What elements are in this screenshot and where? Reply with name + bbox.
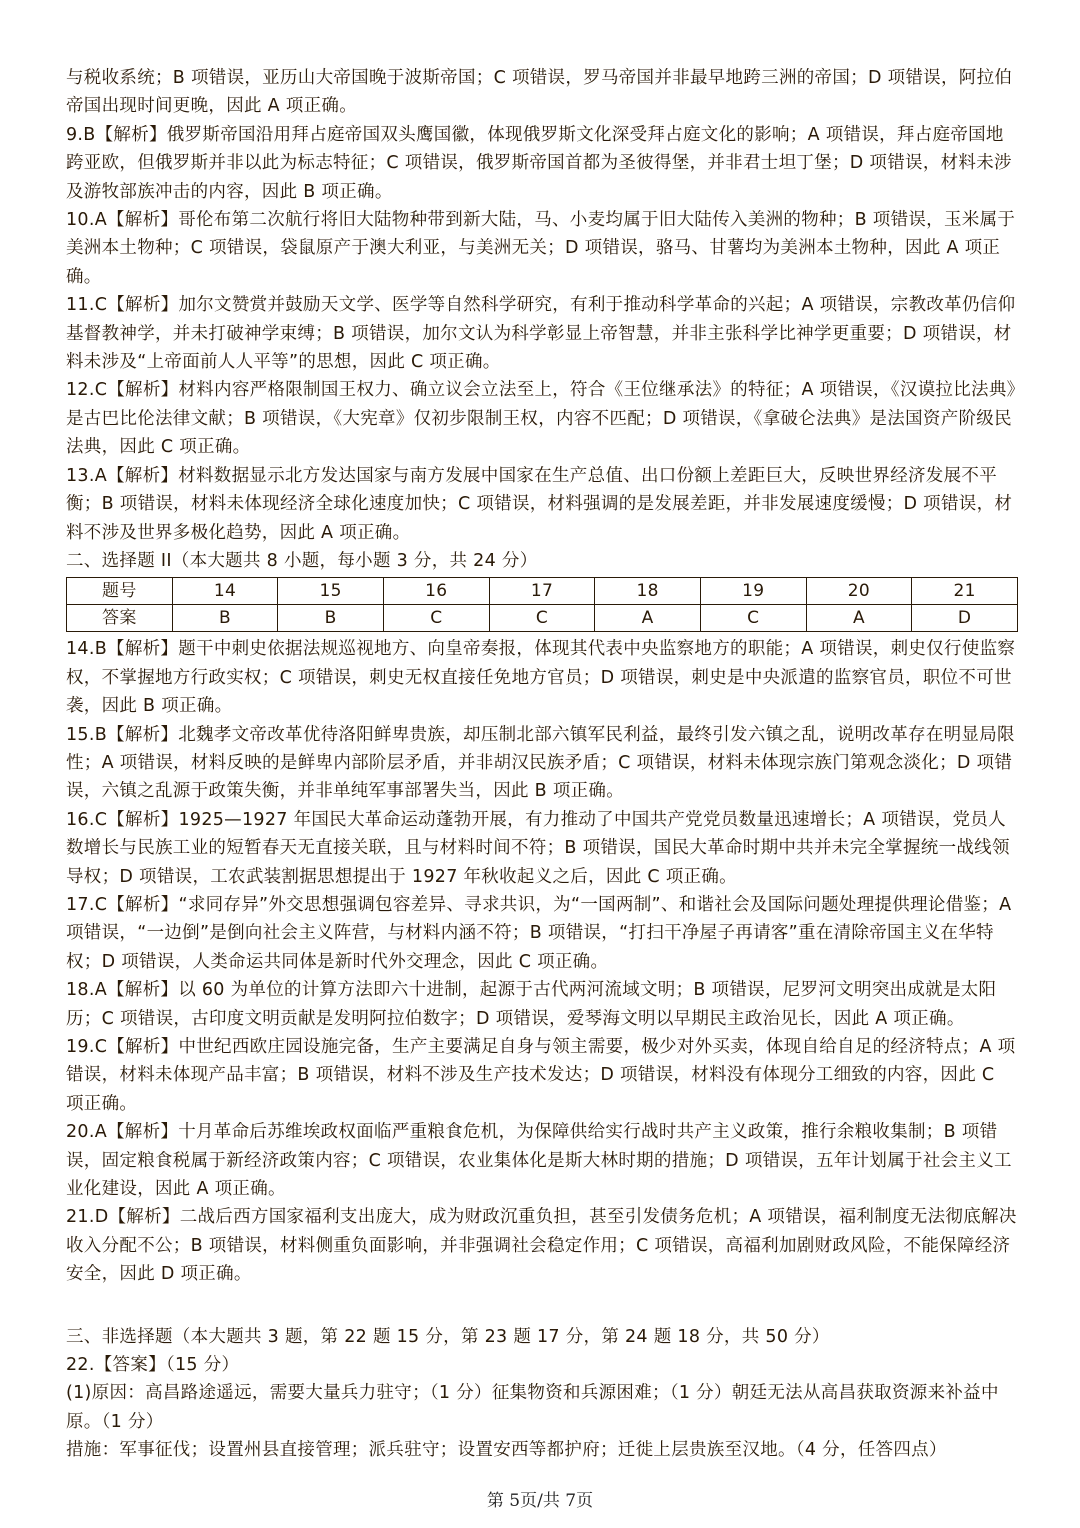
answer-cell: D [912, 605, 1018, 632]
question-number-cell: 14 [172, 578, 278, 605]
question-number-cell: 21 [912, 578, 1018, 605]
question-number-cell: 20 [806, 578, 912, 605]
page-footer: 第 5页/共 7页 [486, 1491, 594, 1511]
explanation-paragraph: 19.C【解析】中世纪西欧庄园设施完备，生产主要满足自身与领主需要，极少对外买卖，体现自给自足的经济特点；A 项错误，材料未体现产品丰富；B 项错误，材料不涉及生产技术发达；D 项错误，材料没有体现分工细致的内容，因此 C 项正确。 [66, 1037, 1016, 1114]
explanation-paragraph: 9.B【解析】俄罗斯帝国沿用拜占庭帝国双头鹰国徽，体现俄罗斯文化深受拜占庭文化的影响；A 项错误，拜占庭帝国地跨亚欧，但俄罗斯并非以此为标志特征；C 项错误，俄罗斯帝国首都为圣彼得堡，并非君士坦丁堡；D 项错误，材料未涉及游牧部族冲击的内容，因此 B 项正确。 [66, 124, 1012, 202]
document-body [66, 64, 1018, 1465]
answer-table [66, 577, 1018, 632]
answer-cell: C [700, 605, 806, 632]
answer-cell: B [172, 605, 278, 632]
section-2-title: 二、选择题 II（本大题共 8 小题，每小题 3 分，共 24 分） [66, 550, 538, 571]
explanation-paragraph: 10.A【解析】哥伦布第二次航行将旧大陆物种带到新大陆，马、小麦均属于旧大陆传入美洲的物种；B 项错误，玉米属于美洲本土物种；C 项错误，袋鼠原产于澳大利亚，与美洲无关；D 项错误，骆马、甘薯均为美洲本土物种，因此 A 项正确。 [66, 210, 1016, 287]
q22-answer-header: 22.【答案】（15 分） [66, 1355, 240, 1376]
answer-cell: A [595, 605, 701, 632]
explanation-paragraph: 15.B【解析】北魏孝文帝改革优待洛阳鲜卑贵族，却压制北部六镇军民利益，最终引发六镇之乱，说明改革存在明显局限性；A 项错误，材料反映的是鲜卑内部阶层矛盾，并非胡汉民族矛盾；C 项错误，材料未体现宗族门第观念淡化；D 项错误，六镇之乱源于政策失衡，并非单纯军事部署失当，因此 B 项正确。 [66, 724, 1015, 802]
explanation-paragraph: 21.D【解析】二战后西方国家福利支出庞大，成为财政沉重负担，甚至引发债务危机；A 项错误，福利制度无法彻底解决收入分配不公；B 项错误，材料侧重负面影响，并非强调社会稳定作用；C 项错误，高福利加剧财政风险，不能保障经济安全，因此 D 项正确。 [66, 1207, 1017, 1285]
question-number-cell: 18 [595, 578, 701, 605]
explanation-paragraph: 12.C【解析】材料内容严格限制国王权力、确立议会立法至上，符合《王位继承法》的特征；A 项错误，《汉谟拉比法典》是古巴比伦法律文献；B 项错误，《大宪章》仅初步限制王权，内容不匹配；D 项错误，《拿破仑法典》是法国资产阶级民法典，因此 C 项正确。 [66, 380, 1016, 458]
spacer [66, 1289, 1018, 1323]
question-number-cell: 16 [383, 578, 489, 605]
explanation-paragraph: 14.B【解析】题干中刺史依据法规巡视地方、向皇帝奏报，体现其代表中央监察地方的职能；A 项错误，刺史仅行使监察权，不掌握地方行政实权；C 项错误，刺史无权直接任免地方官员；D 项错误，刺史是中央派遣的监察官员，职位不可世袭，因此 B 项正确。 [66, 639, 1016, 717]
answer-table-number-row [67, 578, 1018, 605]
explanation-paragraph: 20.A【解析】十月革命后苏维埃政权面临严重粮食危机，为保障供给实行战时共产主义政策，推行余粮收集制；B 项错误，固定粮食税属于新经济政策内容；C 项错误，农业集体化是斯大林时期的措施；D 项错误，五年计划属于社会主义工业化建设，因此 A 项正确。 [66, 1122, 1012, 1200]
explanation-paragraph: 13.A【解析】材料数据显示北方发达国家与南方发展中国家在生产总值、出口份额上差距巨大，反映世界经济发展不平衡；B 项错误，材料未体现经济全球化速度加快；C 项错误，材料强调的是发展差距，并非发展速度缓慢；D 项错误，材料不涉及世界多极化趋势，因此 A 项正确。 [66, 465, 1013, 543]
q22-measures: 措施：军事征伐；设置州县直接管理；派兵驻守；设置安西等都护府；迁徙上层贵族至汉地。（4 分，任答四点） [66, 1440, 947, 1461]
section-3-title: 三、非选择题（本大题共 3 题，第 22 题 15 分，第 23 题 17 分，第 24 题 18 分，共 50 分） [66, 1326, 830, 1347]
explanations-part1 [66, 64, 1018, 547]
explanation-paragraph: 与税收系统；B 项错误，亚历山大帝国晚于波斯帝国；C 项错误，罗马帝国并非最早地跨三洲的帝国；D 项错误，阿拉伯帝国出现时间更晚，因此 A 项正确。 [66, 68, 1013, 117]
answer-cell: B [278, 605, 384, 632]
answer-table-number-label: 题号 [67, 578, 173, 605]
explanations-part2 [66, 635, 1018, 1288]
q22-cause: (1)原因：高昌路途遥远，需要大量兵力驻守；（1 分）征集物资和兵源困难；（1 分）朝廷无法从高昌获取资源来补益中原。（1 分） [66, 1383, 999, 1432]
answer-table-answer-label: 答案 [67, 605, 173, 632]
answer-cell: A [806, 605, 912, 632]
explanation-paragraph: 18.A【解析】以 60 为单位的计算方法即六十进制，起源于古代两河流域文明；B 项错误，尼罗河文明突出成就是太阳历；C 项错误，古印度文明贡献是发明阿拉伯数字；D 项错误，爱琴海文明以早期民主政治见长，因此 A 项正确。 [66, 980, 997, 1029]
question-number-cell: 19 [700, 578, 806, 605]
explanation-paragraph: 11.C【解析】加尔文赞赏并鼓励天文学、医学等自然科学研究，有利于推动科学革命的兴起；A 项错误，宗教改革仍信仰基督教神学，并未打破神学束缚；B 项错误，加尔文认为科学彰显上帝智慧，并非主张科学比神学更重要；D 项错误，材料未涉及“上帝面前人人平等”的思想，因此 C 项正确。 [66, 295, 1016, 373]
answer-cell: C [489, 605, 595, 632]
explanation-paragraph: 17.C【解析】“求同存异”外交思想强调包容差异、寻求共识，为“一国两制”、和谐社会及国际问题处理提供理论借鉴；A 项错误，“一边倒”是倒向社会主义阵营，与材料内涵不符；B 项错误，“打扫干净屋子再请客”重在清除帝国主义在华特权；D 项错误，人类命运共同体是新时代外交理念，因此 C 项正确。 [66, 894, 1012, 972]
answer-table-answer-row [67, 605, 1018, 632]
answer-cell: C [383, 605, 489, 632]
explanation-paragraph: 16.C【解析】1925—1927 年国民大革命运动蓬勃开展，有力推动了中国共产党党员数量迅速增长；A 项错误，党员人数增长与民族工业的短暂春天无直接关联，且与材料时间不符；B 项错误，国民大革命时期中共并未完全掌握统一战线领导权；D 项错误，工农武装割据思想提出于 1927 年秋收起义之后，因此 C 项正确。 [66, 809, 1010, 887]
question-number-cell: 17 [489, 578, 595, 605]
question-number-cell: 15 [278, 578, 384, 605]
